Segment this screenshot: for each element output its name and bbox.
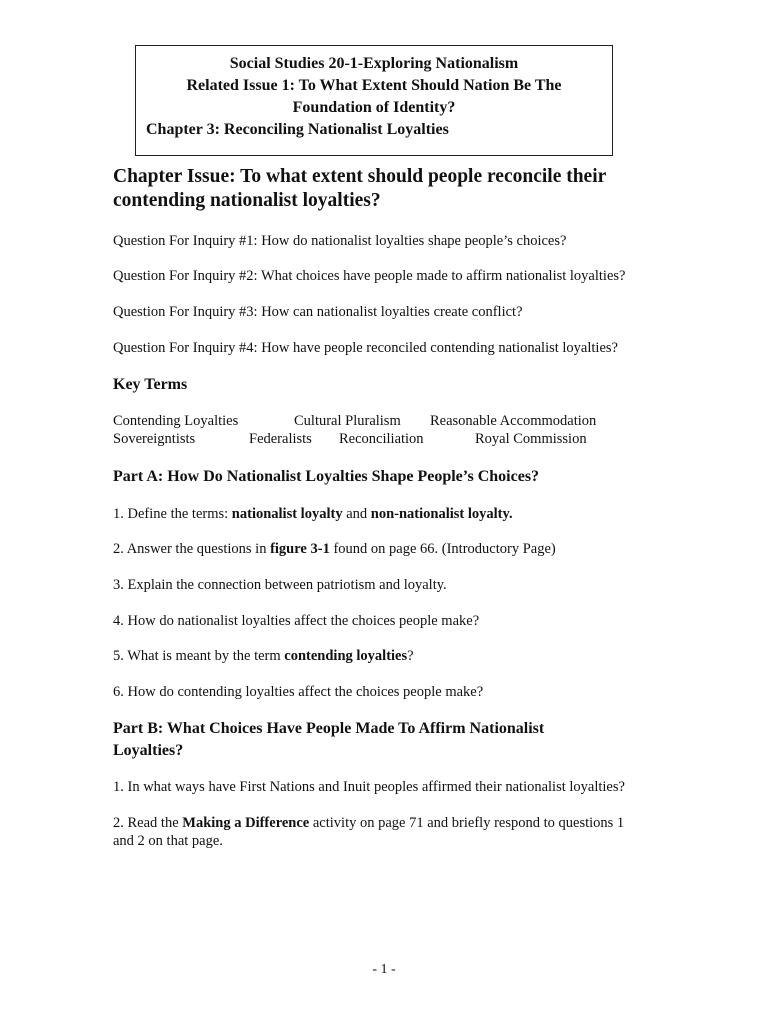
course-title: Social Studies 20-1-Exploring Nationalism [229,55,519,72]
question-text: and [342,506,371,522]
related-issue-line2: Foundation of Identity? [292,99,456,116]
part-a-question-1 [113,505,513,523]
inquiry-question-1: Question For Inquiry #1: How do nationalist loyalties shape people’s choices? [113,233,567,249]
question-text: 5. What is meant by the term [113,648,285,664]
key-term: Federalists [249,431,312,447]
figure-reference: figure 3-1 [270,541,330,557]
part-b-question-1: 1. In what ways have First Nations and Inuit peoples affirmed their nationalist loyalties? [113,779,625,795]
inquiry-question-3: Question For Inquiry #3: How can nationalist loyalties create conflict? [113,304,523,320]
part-a-question-6: 6. How do contending loyalties affect the choices people make? [113,684,484,700]
question-text: activity on page 71 and briefly respond to questions 1 [309,815,625,831]
term-non-nationalist-loyalty: non-nationalist loyalty. [370,506,513,522]
question-text: found on page 66. (Introductory Page) [329,541,556,557]
page-number: - 1 - [372,962,396,977]
chapter-title: Chapter 3: Reconciling Nationalist Loyalties [146,121,449,138]
part-b-heading [113,718,544,762]
inquiry-question-4: Question For Inquiry #4: How have people reconciled contending nationalist loyalties? [113,340,618,356]
part-a-question-3: 3. Explain the connection between patriotism and loyalty. [113,577,447,593]
part-b-question-2 [113,814,624,832]
key-term: Cultural Pluralism [294,413,401,429]
part-b-question-2-line2: and 2 on that page. [113,833,223,849]
part-a-heading: Part A: How Do Nationalist Loyalties Shape People’s Choices? [113,468,540,485]
chapter-issue [113,165,673,213]
related-issue-line1: Related Issue 1: To What Extent Should Nation Be The [186,77,562,94]
question-text: ? [407,648,414,664]
part-a-question-4: 4. How do nationalist loyalties affect the choices people make? [113,613,480,629]
question-text: 2. Read the [113,815,183,831]
inquiry-question-2: Question For Inquiry #2: What choices have people made to affirm nationalist loyalties? [113,268,626,284]
key-term: Royal Commission [475,431,587,447]
key-terms-heading: Key Terms [113,376,188,393]
part-b-heading-line1: Part B: What Choices Have People Made To Affirm Nationalist [113,720,545,737]
key-term: Contending Loyalties [113,413,239,429]
term-nationalist-loyalty: nationalist loyalty [231,506,343,522]
part-b-heading-line2: Loyalties? [113,742,184,759]
key-term: Sovereigntists [113,431,196,447]
key-term: Reconciliation [339,431,424,447]
part-a-question-2 [113,540,556,558]
activity-title: Making a Difference [182,815,310,831]
key-term: Reasonable Accommodation [430,413,597,429]
chapter-issue-line1: Chapter Issue: To what extent should people reconcile their [113,166,607,187]
chapter-issue-line2: contending nationalist loyalties? [113,190,381,211]
question-text: 2. Answer the questions in [113,541,271,557]
term-contending-loyalties: contending loyalties [284,648,408,664]
part-a-question-5 [113,647,414,665]
question-text: 1. Define the terms: [113,506,232,522]
header-box [135,45,613,156]
